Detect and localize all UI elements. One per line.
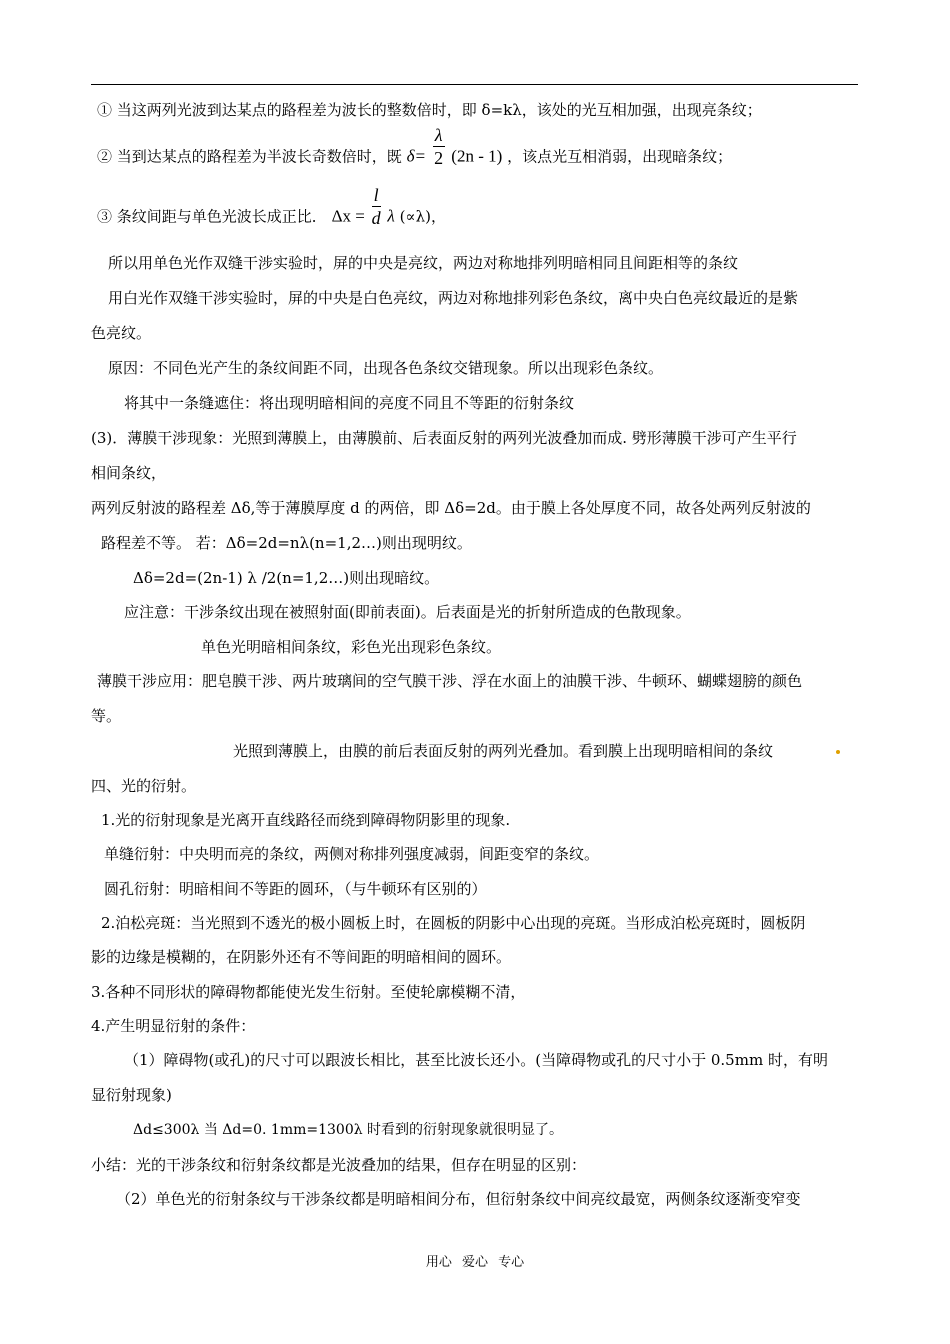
text-line-6: 色亮纹。 xyxy=(91,324,152,342)
fraction-numerator: λ xyxy=(434,125,443,145)
header-rule xyxy=(91,84,858,85)
text-line-30: 小结：光的干涉条纹和衍射条纹都是光波叠加的结果，但存在明显的区别： xyxy=(91,1156,587,1174)
text-line-2-tail: ，该点光互相消弱，出现暗条纹； xyxy=(507,147,733,166)
text-line-3 xyxy=(97,185,446,229)
lambda-symbol: λ xyxy=(387,206,395,226)
text-line-20: 1.光的衍射现象是光离开直线路径而绕到障碍物阴影里的现象. xyxy=(101,811,511,829)
text-line-27: （1）障碍物(或孔)的尺寸可以跟波长相比，甚至比波长还小。(当障碍物或孔的尺寸小于 0.5mm 时，有明 xyxy=(124,1051,828,1069)
text-line-31: （2）单色光的衍射条纹与干涉条纹都是明暗相间分布，但衍射条纹中间亮纹最宽，两侧条纹逐渐变窄变 xyxy=(116,1190,801,1208)
fraction-denominator: 2 xyxy=(434,148,444,168)
text-line-8: 将其中一条缝遮住：将出现明暗相间的亮度不同且不等距的衍射条纹 xyxy=(124,394,575,412)
text-line-2 xyxy=(97,125,733,169)
text-line-11: 两列反射波的路程差 Δδ,等于薄膜厚度 d 的两倍，即 Δδ=2d。由于膜上各处厚度不同，故各处两列反射波的 xyxy=(91,499,811,517)
fraction-denominator: d xyxy=(371,208,381,228)
text-line-23: 2.泊松亮斑：当光照到不透光的极小圆板上时，在圆板的阴影中心出现的亮斑。当形成泊松亮斑时，圆板阴 xyxy=(101,914,806,932)
text-line-16: 薄膜干涉应用：肥皂膜干涉、两片玻璃间的空气膜干涉、浮在水面上的油膜干涉、牛顿环、蝴蝶翅膀的颜色 xyxy=(97,672,803,690)
text-line-13: Δδ=2d=(2n-1) λ /2(n=1,2…)则出现暗纹。 xyxy=(133,569,440,587)
fringe-spacing-symbol: Δx = xyxy=(331,206,365,226)
text-line-10: 相间条纹， xyxy=(91,464,167,482)
fraction-l-over-d xyxy=(372,184,381,229)
text-line-22: 圆孔衍射：明暗相间不等距的圆环，（与牛顿环有区别的） xyxy=(104,880,487,898)
odd-multiple-expression: (2n - 1) xyxy=(451,146,503,166)
text-line-14: 应注意：干涉条纹出现在被照射面(即前表面)。后表面是光的折射所造成的色散现象。 xyxy=(124,603,691,621)
text-line-17: 等。 xyxy=(91,707,122,725)
text-line-12: 路程差不等。 若：Δδ=2d=nλ(n=1,2…)则出现明纹。 xyxy=(101,534,472,552)
fraction-lambda-over-2 xyxy=(433,124,445,169)
text-line-4: 所以用单色光作双缝干涉实验时，屏的中央是亮纹，两边对称地排列明暗相同且间距相等的条纹 xyxy=(108,254,739,272)
text-line-29: Δd≤300λ 当 Δd=0. 1mm=1300λ 时看到的衍射现象就很明显了。 xyxy=(133,1122,564,1138)
text-line-3-lead: ③ 条纹间距与单色光波长成正比． xyxy=(97,207,327,226)
highlight-dot xyxy=(836,750,840,754)
text-line-25: 3.各种不同形状的障碍物都能使光发生衍射。至使轮廓模糊不清， xyxy=(91,983,526,1001)
page-footer: 用心 爱心 专心 xyxy=(425,1255,525,1270)
section-heading-diffraction: 四、光的衍射。 xyxy=(91,777,197,795)
text-line-2-lead: ② 当到达某点的路程差为半波长奇数倍时，既 xyxy=(97,147,402,166)
text-line-9: (3)．薄膜干涉现象：光照到薄膜上，由薄膜前、后表面反射的两列光波叠加而成. 劈形薄膜干涉可产生平行 xyxy=(91,429,797,447)
text-line-1: ① 当这两列光波到达某点的路程差为波长的整数倍时，即 δ=kλ，该处的光互相加强，出现亮条纹； xyxy=(97,101,762,119)
fraction-numerator: l xyxy=(373,185,379,205)
delta-symbol: δ= xyxy=(406,146,426,166)
text-line-15: 单色光明暗相间条纹，彩色光出现彩色条纹。 xyxy=(201,638,502,656)
text-line-5: 用白光作双缝干涉实验时，屏的中央是白色亮纹，两边对称地排列彩色条纹，离中央白色亮纹最近的是紫 xyxy=(108,289,799,307)
text-line-28: 显衍射现象) xyxy=(91,1086,172,1104)
text-line-21: 单缝衍射：中央明而亮的条纹，两侧对称排列强度减弱，间距变窄的条纹。 xyxy=(104,845,600,863)
text-line-24: 影的边缘是模糊的，在阴影外还有不等间距的明暗相间的圆环。 xyxy=(91,948,512,966)
text-line-3-tail: (∝λ)， xyxy=(399,207,446,226)
text-line-26: 4.产生明显衍射的条件： xyxy=(91,1017,256,1035)
text-line-18: 光照到薄膜上，由膜的前后表面反射的两列光叠加。看到膜上出现明暗相间的条纹 xyxy=(233,742,774,760)
text-line-7: 原因：不同色光产生的条纹间距不同，出现各色条纹交错现象。所以出现彩色条纹。 xyxy=(108,359,664,377)
